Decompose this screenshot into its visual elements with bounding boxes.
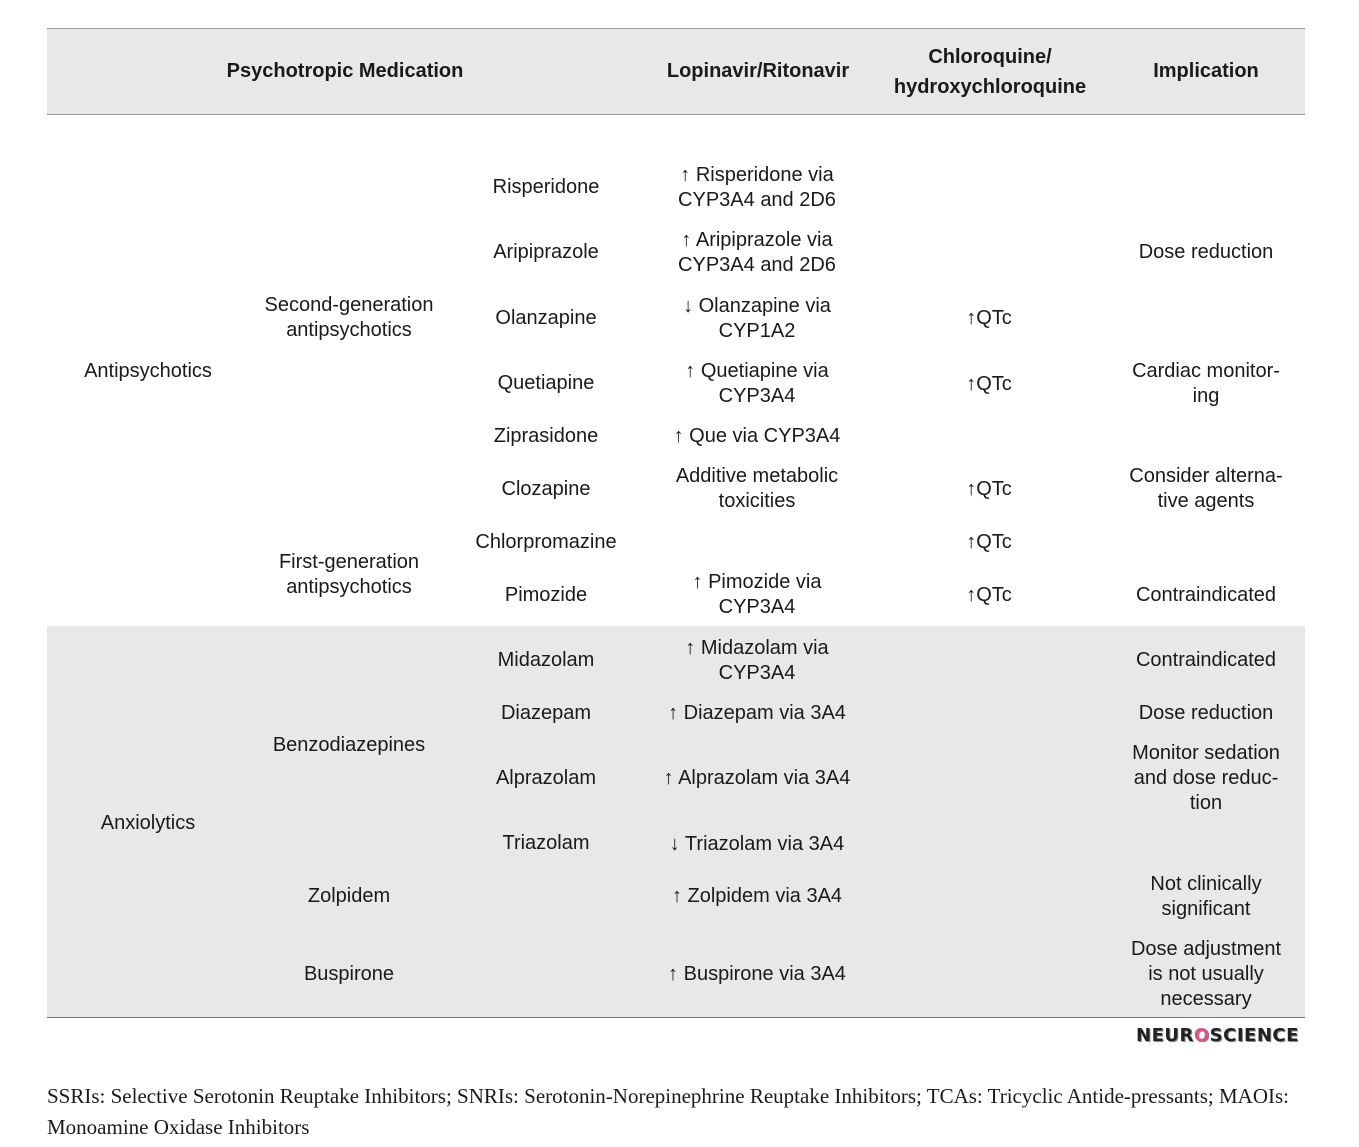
subgroup-first-generation: First-generation antipsychotics — [278, 551, 420, 598]
drug-midazolam: Midazolam — [497, 649, 595, 671]
chloroquine-clozapine: ↑QTc — [966, 478, 1012, 500]
drug-aripiprazole: Aripiprazole — [493, 241, 599, 263]
lopinavir-olanzapine: ↓ Olanzapine via CYP1A2 — [683, 295, 831, 342]
implication-consider-alternative: Consider alterna- tive agents — [1129, 465, 1283, 512]
drug-olanzapine: Olanzapine — [495, 307, 597, 329]
group-antipsychotics: Antipsychotics — [84, 360, 212, 382]
lopinavir-diazepam: ↑ Diazepam via 3A4 — [668, 702, 846, 724]
lopinavir-buspirone: ↑ Buspirone via 3A4 — [668, 963, 846, 985]
neuroscience-logo — [1136, 1025, 1308, 1049]
subgroup-benzodiazepines: Benzodiazepines — [272, 734, 426, 756]
drug-quetiapine: Quetiapine — [497, 372, 595, 394]
implication-monitor-sedation: Monitor sedation and dose reduc- tion — [1132, 742, 1280, 814]
implication-contraindicated-pimozide: Contraindicated — [1135, 584, 1277, 606]
lopinavir-risperidone: ↑ Risperidone via CYP3A4 and 2D6 — [678, 164, 836, 211]
lopinavir-triazolam: ↓ Triazolam via 3A4 — [669, 833, 845, 855]
header-lopinavir: Lopinavir/Ritonavir — [666, 60, 850, 82]
logo-text-left: NEUR — [1136, 1025, 1194, 1046]
header-chloroquine: Chloroquine/ hydroxychloroquine — [893, 46, 1087, 98]
drug-clozapine: Clozapine — [501, 478, 591, 500]
implication-dose-reduction-1: Dose reduction — [1138, 241, 1274, 263]
header-implication: Implication — [1153, 60, 1259, 82]
drug-risperidone: Risperidone — [492, 176, 600, 198]
chloroquine-olanzapine: ↑QTc — [966, 307, 1012, 329]
chloroquine-pimozide: ↑QTc — [966, 584, 1012, 606]
implication-not-significant: Not clinically significant — [1150, 873, 1262, 920]
chloroquine-chlorpromazine: ↑QTc — [966, 531, 1012, 553]
logo-flower-icon: O — [1193, 1025, 1210, 1046]
lopinavir-ziprasidone: ↑ Que via CYP3A4 — [673, 425, 841, 447]
drug-chlorpromazine: Chlorpromazine — [475, 531, 617, 553]
drug-triazolam: Triazolam — [502, 832, 590, 854]
table-footnote: SSRIs: Selective Serotonin Reuptake Inhibitors; SNRIs: Serotonin-Norepinephrine Reuptake Inhibitors; TCAs: Tricyclic Antide-pressants; MAOIs: Monoamine Oxidase Inhibitors — [47, 1084, 1289, 1139]
implication-dose-reduction-2: Dose reduction — [1138, 702, 1274, 724]
drug-pimozide: Pimozide — [504, 584, 588, 606]
lopinavir-quetiapine: ↑ Quetiapine via CYP3A4 — [685, 360, 829, 407]
lopinavir-alprazolam: ↑ Alprazolam via 3A4 — [663, 767, 851, 789]
subgroup-zolpidem: Zolpidem — [307, 885, 391, 907]
implication-contraindicated-midazolam: Contraindicated — [1135, 649, 1277, 671]
lopinavir-zolpidem: ↑ Zolpidem via 3A4 — [671, 885, 843, 907]
lopinavir-aripiprazole: ↑ Aripiprazole via CYP3A4 and 2D6 — [678, 229, 836, 276]
lopinavir-midazolam: ↑ Midazolam via CYP3A4 — [685, 637, 829, 684]
implication-cardiac-monitoring: Cardiac monitor- ing — [1132, 360, 1280, 407]
group-anxiolytics: Anxiolytics — [100, 812, 196, 834]
lopinavir-pimozide: ↑ Pimozide via CYP3A4 — [692, 571, 822, 618]
logo-text-right: SCIENCE — [1209, 1025, 1299, 1046]
lopinavir-clozapine: Additive metabolic toxicities — [675, 465, 839, 512]
drug-diazepam: Diazepam — [500, 702, 592, 724]
subgroup-second-generation: Second-generation antipsychotics — [264, 294, 434, 341]
header-medication: Psychotropic Medication — [226, 60, 464, 82]
drug-ziprasidone: Ziprasidone — [493, 425, 599, 447]
chloroquine-quetiapine: ↑QTc — [966, 373, 1012, 395]
subgroup-buspirone: Buspirone — [303, 963, 395, 985]
implication-dose-adjustment: Dose adjustment is not usually necessary — [1130, 938, 1282, 1010]
drug-alprazolam: Alprazolam — [495, 767, 597, 789]
